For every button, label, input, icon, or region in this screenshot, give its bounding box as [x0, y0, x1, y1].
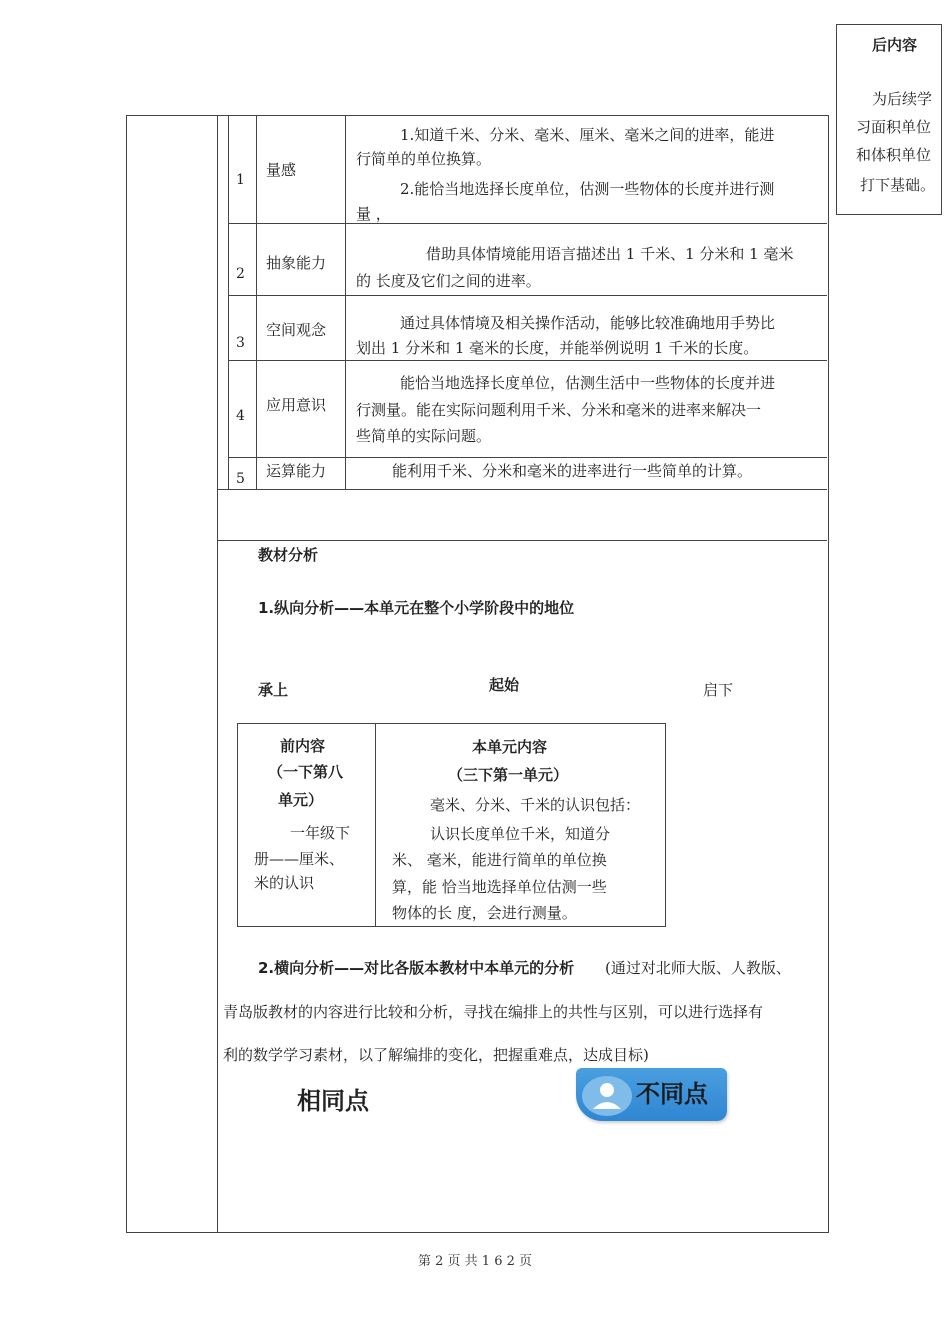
- competency-name: 量感: [266, 161, 297, 179]
- competency-name: 运算能力: [266, 462, 327, 480]
- unit-content-line: 算，能 恰当地选择单位估测一些: [392, 878, 607, 896]
- inner-table-left-edge: [228, 115, 229, 490]
- prev-content-line: 册——厘米、: [254, 850, 345, 868]
- prev-content-title: 前内容: [280, 737, 326, 755]
- competency-desc-line: 1.知道千米、分米、毫米、厘米、毫米之间的进率，能进: [400, 126, 775, 144]
- prev-content-title: （一下第八: [268, 763, 344, 781]
- row-divider: [217, 540, 827, 541]
- competency-desc-line: 能恰当地选择长度单位，估测生活中一些物体的长度并进: [400, 374, 776, 392]
- competency-desc-line: 划出 1 分米和 1 毫米的长度，并能举例说明 1 千米的长度。: [356, 339, 759, 357]
- unit-content-line: 米、 毫米，能进行简单的单位换: [392, 851, 607, 869]
- side-box-line: 为后续学: [872, 90, 933, 108]
- competency-desc-line: 借助具体情境能用语言描述出 1 千米、1 分米和 1 毫米: [426, 245, 794, 263]
- prev-content-title: 单元）: [278, 791, 324, 809]
- row-divider: [228, 223, 827, 224]
- prev-content-line: 一年级下: [290, 824, 351, 842]
- competency-number: 5: [236, 471, 245, 487]
- competency-desc-line: 通过具体情境及相关操作活动，能够比较准确地用手势比: [400, 314, 776, 332]
- competency-number: 1: [236, 172, 245, 188]
- label-start: 起始: [489, 676, 520, 694]
- page-footer: 第 2 页 共 1 6 2 页: [417, 1254, 532, 1269]
- section-heading: 教材分析: [258, 546, 319, 564]
- diff-points-badge: [576, 1068, 727, 1121]
- competency-desc-line: 量 ，: [356, 205, 391, 223]
- unit-content-title: 本单元内容: [472, 738, 548, 756]
- vertical-analysis-title: 1.纵向分析——本单元在整个小学阶段中的地位: [258, 599, 575, 617]
- unit-content-line: 物体的长 度，会进行测量。: [392, 904, 577, 922]
- label-after: 启下: [703, 681, 734, 699]
- competency-number: 4: [236, 408, 245, 424]
- horizontal-analysis-note: 利的数学学习素材，以了解编排的变化，把握重难点，达成目标): [223, 1046, 649, 1064]
- horizontal-analysis-title: 2.横向分析——对比各版本教材中本单元的分析: [258, 959, 575, 977]
- horizontal-analysis-note: (通过对北师大版、人教版、: [605, 959, 791, 977]
- prev-content-line: 米的认识: [254, 874, 315, 892]
- competency-name: 抽象能力: [266, 254, 327, 272]
- competency-desc-line: 的 长度及它们之间的进率。: [356, 272, 541, 290]
- unit-content-line: 认识长度单位千米，知道分: [430, 825, 611, 843]
- competency-desc-line: 行测量。能在实际问题利用千米、分米和毫米的进率来解决一: [356, 401, 762, 419]
- competency-name: 应用意识: [266, 396, 327, 414]
- horizontal-analysis-note: 青岛版教材的内容进行比较和分析，寻找在编排上的共性与区别，可以进行选择有: [223, 1003, 764, 1021]
- same-points-label: 相同点: [297, 1087, 369, 1115]
- competency-number: 2: [236, 266, 245, 282]
- inner-col-divider-1: [256, 115, 257, 490]
- diff-points-label: 不同点: [636, 1080, 708, 1108]
- outer-left-column-divider: [217, 115, 218, 1232]
- side-box-line: 习面积单位: [856, 118, 932, 136]
- comparison-box-divider: [375, 723, 376, 926]
- unit-content-title: （三下第一单元）: [448, 766, 569, 784]
- row-divider: [228, 295, 827, 296]
- user-icon: [582, 1076, 632, 1116]
- competency-desc-line: 能利用千米、分米和毫米的进率进行一些简单的计算。: [392, 462, 753, 480]
- competency-number: 3: [236, 335, 245, 351]
- competency-desc-line: 2.能恰当地选择长度单位，估测一些物体的长度并进行测: [400, 180, 775, 198]
- side-box-line: 打下基础。: [860, 176, 936, 194]
- competency-name: 空间观念: [266, 321, 327, 339]
- competency-desc-line: 些简单的实际问题。: [356, 427, 492, 445]
- unit-content-line: 毫米、分米、千米的认识包括：: [430, 796, 641, 814]
- inner-col-divider-2: [345, 115, 346, 490]
- side-box-line: 和体积单位: [856, 146, 932, 164]
- competency-desc-line: 行简单的单位换算。: [356, 150, 492, 168]
- side-box-title: 后内容: [872, 36, 918, 54]
- row-divider: [217, 489, 827, 490]
- label-before: 承上: [258, 681, 289, 699]
